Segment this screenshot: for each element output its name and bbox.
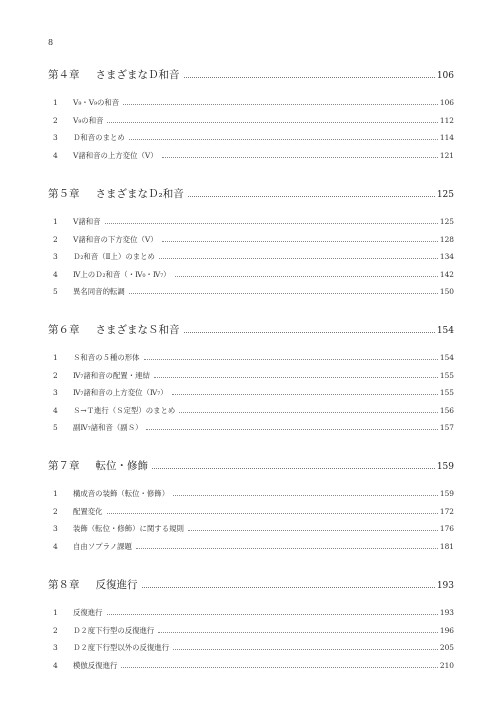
section-title: Ｄ２度下行型以外の反復進行	[73, 643, 170, 653]
dot-leader	[173, 495, 438, 496]
section-page: 142	[439, 269, 454, 279]
section-page: 157	[439, 423, 454, 433]
dot-leader	[129, 293, 438, 294]
list-item	[48, 538, 454, 556]
section-page: 210	[439, 660, 454, 670]
section-title: Ⅴ諸和音	[73, 217, 101, 226]
chapter-heading	[48, 68, 454, 83]
list-item	[48, 384, 454, 402]
chapter-title: さまざまなＤ₂和音	[95, 188, 184, 200]
section-title: 反復進行	[73, 608, 103, 617]
section-title: 自由ソプラノ課題	[73, 541, 132, 551]
list-item	[48, 129, 454, 147]
section-title: 装飾（転位・修飾）に関する規則	[73, 524, 184, 534]
section-page: 155	[439, 388, 454, 398]
chapter-heading	[48, 459, 454, 474]
dot-leader	[173, 649, 438, 650]
list-item	[48, 402, 454, 420]
dot-leader	[188, 196, 435, 197]
dot-leader	[105, 223, 438, 224]
section-number: 1	[53, 353, 58, 362]
section-number: 3	[53, 133, 58, 143]
section-title: Ⅴ₉の和音	[73, 115, 104, 125]
chapter-title: 反復進行	[95, 579, 138, 591]
section-title: Ⅳ上のＤ₂和音（・Ⅳ₀・Ⅳ₇）	[73, 269, 171, 279]
section-number: 5	[53, 287, 58, 297]
section-list	[48, 213, 454, 301]
section-title: 副Ⅳ₇諸和音（副Ｓ）	[73, 423, 143, 433]
dot-leader	[107, 614, 438, 615]
section-page: 114	[439, 133, 454, 143]
section-page: 172	[439, 506, 454, 516]
section-title: Ｄ和音のまとめ	[73, 133, 125, 143]
chapter-number: 第４章	[48, 69, 80, 81]
section-title: Ｓ和音の５種の形体	[73, 353, 140, 362]
dot-leader	[121, 667, 438, 668]
section-page: 176	[439, 524, 454, 534]
dot-leader	[162, 157, 438, 158]
section-number: 4	[53, 150, 58, 160]
section-list	[48, 604, 454, 674]
section-title: Ⅴ₉・Ⅴ₉の和音	[73, 98, 120, 107]
chapter-number: 第８章	[48, 579, 80, 591]
list-item	[48, 266, 454, 284]
section-number: 3	[53, 252, 58, 262]
dot-leader	[107, 122, 437, 123]
section-number: 2	[53, 506, 58, 516]
chapter-title: さまざまなＳ和音	[95, 324, 180, 336]
section-number: 3	[53, 643, 58, 653]
chapter-8	[48, 578, 454, 674]
list-item	[48, 349, 454, 367]
dot-leader	[152, 468, 435, 469]
section-number: 5	[53, 423, 58, 433]
list-item	[48, 367, 454, 385]
list-item	[48, 419, 454, 437]
section-number: 1	[53, 489, 58, 498]
section-page: 193	[439, 608, 454, 617]
chapter-4	[48, 68, 454, 164]
chapter-7	[48, 459, 454, 555]
list-item	[48, 604, 454, 622]
section-number: 4	[53, 269, 58, 279]
section-title: 模倣反復進行	[73, 660, 118, 670]
section-number: 4	[53, 541, 58, 551]
dot-leader	[159, 258, 438, 259]
section-number: 1	[53, 217, 58, 226]
chapter-number: 第６章	[48, 324, 80, 336]
list-item	[48, 112, 454, 130]
dot-leader	[188, 530, 438, 531]
list-item	[48, 94, 454, 112]
section-page: 112	[439, 115, 454, 125]
list-item	[48, 622, 454, 640]
dot-leader	[142, 587, 435, 588]
chapter-number: 第５章	[48, 188, 80, 200]
section-number: 4	[53, 405, 58, 415]
dot-leader	[175, 276, 438, 277]
dot-leader	[144, 359, 438, 360]
section-title: Ｄ２度下行型の反復進行	[73, 625, 155, 635]
section-title: Ⅴ諸和音の上方変位（Ⅴ）	[73, 150, 158, 160]
section-page: 196	[439, 625, 454, 635]
chapter-6	[48, 323, 454, 437]
list-item	[48, 213, 454, 231]
dot-leader	[146, 429, 437, 430]
section-page: 181	[439, 541, 454, 551]
section-number: 1	[53, 608, 58, 617]
chapter-heading	[48, 187, 454, 202]
chapter-page: 154	[436, 326, 454, 336]
section-page: 155	[439, 370, 454, 380]
chapter-page: 106	[436, 71, 454, 81]
dot-leader	[154, 377, 438, 378]
dot-leader	[136, 548, 438, 549]
section-page: 150	[439, 287, 454, 297]
section-list	[48, 349, 454, 437]
section-page: 125	[439, 217, 454, 226]
section-number: 2	[53, 115, 58, 125]
dot-leader	[129, 139, 438, 140]
dot-leader	[184, 77, 435, 78]
section-title: Ⅴ諸和音の下方変位（Ⅴ）	[73, 234, 158, 244]
chapter-page: 193	[436, 581, 454, 591]
chapter-title: さまざまなＤ和音	[95, 69, 180, 81]
list-item	[48, 639, 454, 657]
section-page: 159	[439, 489, 454, 498]
section-title: Ｓ→Ｔ進行（Ｓ定型）のまとめ	[73, 405, 176, 415]
chapter-number: 第７章	[48, 460, 80, 472]
section-list	[48, 94, 454, 164]
section-number: 1	[53, 98, 58, 107]
chapter-page: 125	[436, 190, 454, 200]
dot-leader	[123, 104, 438, 105]
dot-leader	[172, 394, 438, 395]
section-list	[48, 485, 454, 555]
dot-leader	[184, 332, 435, 333]
page-number: 8	[48, 38, 54, 47]
list-item	[48, 231, 454, 249]
section-title: Ｄ₂和音（Ⅱ上）のまとめ	[73, 252, 155, 262]
chapter-heading	[48, 578, 454, 593]
section-number: 2	[53, 234, 58, 244]
chapter-5	[48, 187, 454, 301]
section-number: 4	[53, 660, 58, 670]
chapter-page: 159	[436, 462, 454, 472]
section-page: 156	[439, 405, 454, 415]
section-title: 配置変化	[73, 506, 103, 516]
section-page: 106	[439, 98, 454, 107]
section-page: 154	[439, 353, 454, 362]
list-item	[48, 283, 454, 301]
section-title: 異名同音的転調	[73, 287, 125, 297]
chapter-heading	[48, 323, 454, 338]
list-item	[48, 657, 454, 675]
list-item	[48, 248, 454, 266]
list-item	[48, 520, 454, 538]
list-item	[48, 147, 454, 165]
dot-leader	[162, 241, 438, 242]
section-number: 2	[53, 625, 58, 635]
section-page: 128	[439, 234, 454, 244]
section-title: Ⅳ₇諸和音の上方変位（Ⅳ₇）	[73, 388, 168, 398]
section-page: 121	[439, 150, 454, 160]
section-page: 134	[439, 252, 454, 262]
dot-leader	[179, 412, 438, 413]
section-number: 3	[53, 388, 58, 398]
section-page: 205	[439, 643, 454, 653]
list-item	[48, 503, 454, 521]
list-item	[48, 485, 454, 503]
dot-leader	[107, 513, 438, 514]
section-title: Ⅳ₇諸和音の配置・連結	[73, 370, 150, 380]
section-title: 構成音の装飾（転位・修飾）	[73, 489, 170, 498]
section-number: 3	[53, 524, 58, 534]
chapter-title: 転位・修飾	[95, 460, 148, 472]
dot-leader	[158, 632, 438, 633]
section-number: 2	[53, 370, 58, 380]
